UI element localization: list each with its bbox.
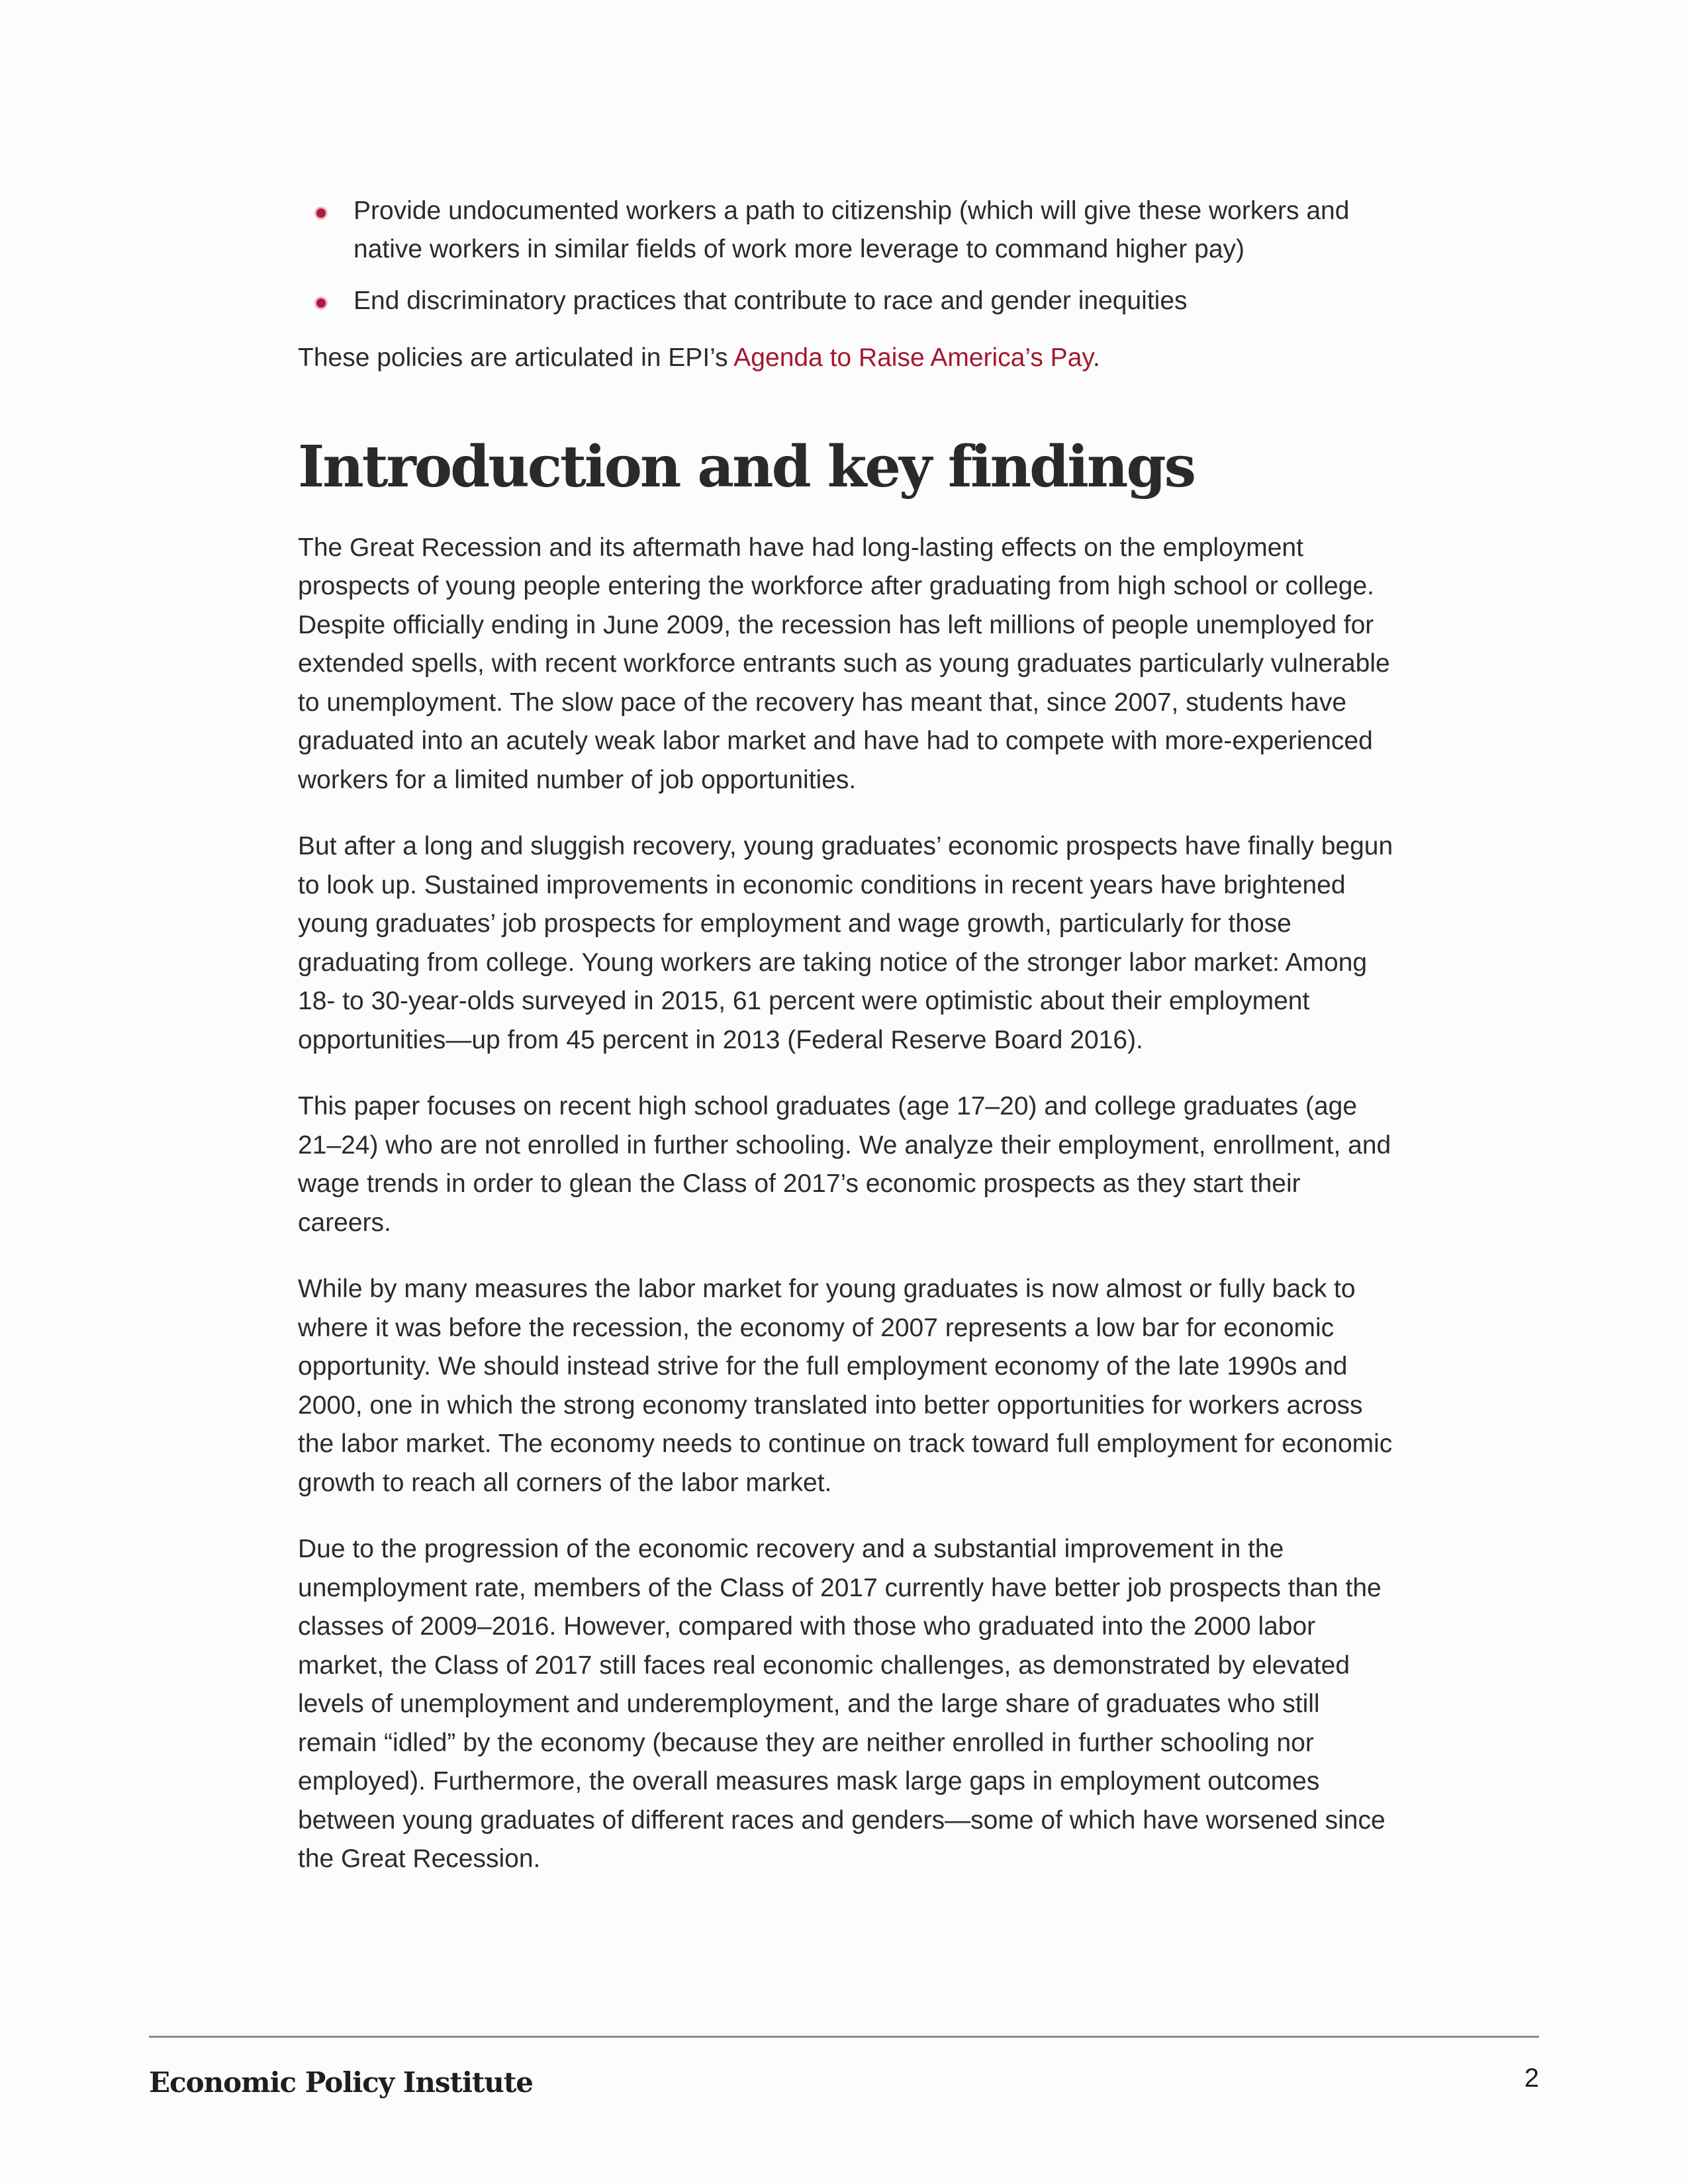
policies-suffix: .: [1092, 343, 1100, 372]
bullet-dot-icon: [316, 208, 326, 218]
body-paragraph: The Great Recession and its aftermath have had long-lasting effects on the employment prospects of young people entering the workforce after graduating from high school or college. Despite officially ending in June 2009, the recession has left millions of people unemployed for extended spells, with recent workforce entrants such as young graduates particularly vulnerable to unemployment. The slow pace of the recovery has meant that, since 2007, students have graduated into an acutely weak labor market and have had to compete with more-experienced workers for a limited number of job opportunities.: [298, 533, 1390, 794]
footer-organization: Economic Policy Institute: [149, 2066, 533, 2099]
section-heading: Introduction and key findings: [298, 433, 1195, 500]
policies-prefix: These policies are articulated in EPI’s: [298, 343, 734, 372]
bullet-dot-icon: [316, 298, 326, 308]
bullet-text: End discriminatory practices that contribute to race and gender inequities: [353, 287, 1188, 315]
bullet-item: [298, 192, 1397, 269]
policy-bullet-list: [298, 192, 1397, 320]
page-number: 2: [1524, 2064, 1539, 2093]
body-paragraph: This paper focuses on recent high school graduates (age 17–20) and college graduates (age 21–24) who are not enrolled in further schooling. We analyze their employment, enrollment, and wage trends in order to glean the Class of 2017’s economic prospects as they start their careers.: [298, 1092, 1391, 1237]
agenda-link[interactable]: Agenda to Raise America’s Pay: [733, 343, 1093, 372]
page-content: [298, 192, 1397, 1879]
bullet-text: Provide undocumented workers a path to citizenship (which will give these workers and native workers in similar fields of work more leverage to command higher pay): [353, 197, 1350, 263]
body-paragraph: Due to the progression of the economic recovery and a substantial improvement in the unemployment rate, members of the Class of 2017 currently have better job prospects than the classes of 2009–2016. However, compared with those who graduated into the 2000 labor market, the Class of 2017 still faces real economic challenges, as demonstrated by elevated levels of unemployment and underemployment, and the large share of graduates who still remain “idled” by the economy (because they are neither enrolled in further schooling nor employed). Furthermore, the overall measures mask large gaps in employment outcomes between young graduates of different races and genders—some of which have worsened since the Great Recession.: [298, 1535, 1385, 1873]
policies-sentence: [298, 339, 1397, 378]
body-paragraph: While by many measures the labor market for young graduates is now almost or fully back to where it was before the recession, the economy of 2007 represents a low bar for economic opportunity. We should instead strive for the full employment economy of the late 1990s and 2000, one in which the strong economy translated into better opportunities for workers across the labor market. The economy needs to continue on track toward full employment for economic growth to reach all corners of the labor market.: [298, 1275, 1393, 1497]
footer-divider: [149, 2036, 1539, 2038]
body-paragraph: But after a long and sluggish recovery, young graduates’ economic prospects have finally begun to look up. Sustained improvements in economic conditions in recent years have brightened young graduates’ job prospects for employment and wage growth, particularly for those graduating from college. Young workers are taking notice of the stronger labor market: Among 18- to 30-year-olds surveyed in 2015, 61 percent were optimistic about their employment opportunities—up from 45 percent in 2013 (Federal Reserve Board 2016).: [298, 832, 1393, 1054]
bullet-item: [298, 282, 1397, 320]
